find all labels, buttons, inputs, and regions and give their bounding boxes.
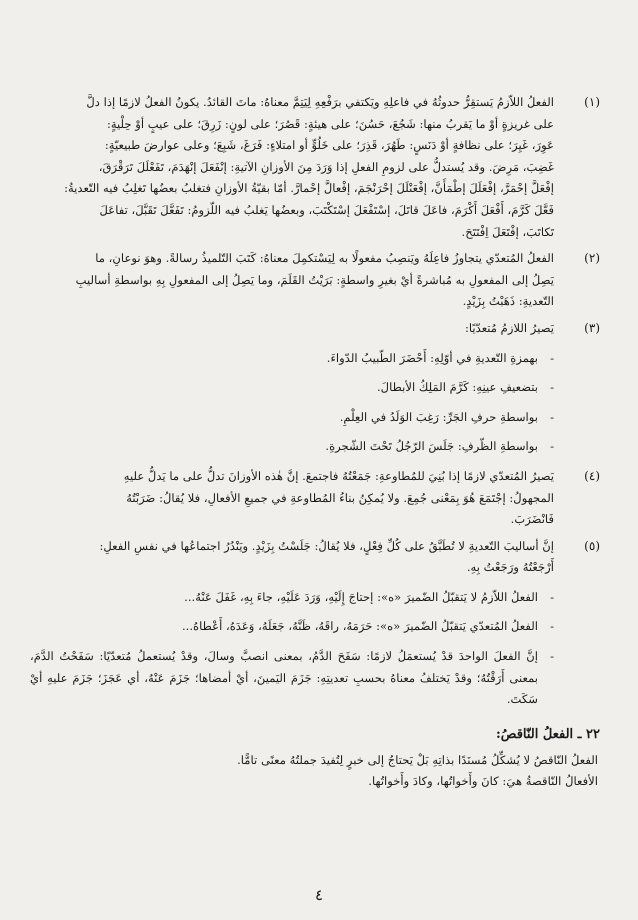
section-number: (٥) xyxy=(584,538,600,553)
text-line: الفعلُ النّاقصُ لا يُشكِّلُ مُسنَدًا بذاتِهِ بَلْ يَحتاجُ إلى خبرٍ لِتُفيدَ جملتُهُ معنًى تامًّا. xyxy=(237,752,598,767)
section-1 xyxy=(30,92,602,243)
text-line: يَصيرُ اللازمُ مُتعدّيًا: xyxy=(464,320,554,335)
list-item: - الفعلُ اللاّزمُ لا يَتقبّلُ الضّميرَ «ه»: إحتاجَ إِلَيْهِ، وَرَدَ عَلَيْهِ، جاءَ بِهِ، غَفَلَ عَنْهُ... xyxy=(30,587,554,609)
text-line: عَوِرَ، غَيِرَ؛ على نظافةٍ أوْ دَنَسٍ: طَهُرَ، قَذِرَ؛ على خَلُوٍّ أو امتلاءٍ: فَرَغَ، شَبِعَ؛ وعلى عوارضَ طبيعيّةٍ: xyxy=(104,138,554,153)
text-line: الأفعالُ النّاقصةُ هيَ: كانَ وأَخواتُها، وكادَ وأَخواتُها. xyxy=(368,774,598,789)
list-item: - إنَّ الفعلَ الواحدَ قدْ يُستعمَلُ لازمًا: سَفَحَ الدَّمُ، بمعنى انصبَّ وسالَ، وقدْ يُستعملُ مُتعدّيًا: سَفَحْتُ الدَّمَ، بمعنى أَرَقْتُهُ؛ وقدْ يَختلفُ معناهُ بحسبِ تعديتِهِ: جَزَمَ اليَمينَ، أيْ أمضاها؛ جَزَمَ عَنْهُ، أي عَجَزَ؛ جَزَمَ عليهِ أيْ سَكَتَ. xyxy=(30,646,554,711)
list-item: - بواسطةِ الظّرفِ: جَلَسَ الرّجُلُ تَحْتَ الشّجرةِ. xyxy=(30,436,554,458)
text-line: فَعَّلَ كَرَّمَ، أَفْعَلَ أَكْرَمَ، فاعَلَ قاتَلَ، إسْتَفْعَلَ إسْتَكْتَبَ، وبعضُها يَغلبُ فيه اللّزومُ: تَفَعَّلَ تَقَبَّلَ، تفاعَلَ xyxy=(99,202,554,217)
text-line: غَضِبَ، مَرِضَ. وقد يُستدلُّ على لزومِ الفعلِ إذا وَرَدَ مِنَ الأوزانِ الآتيةِ: إنْفَعَلَ إنْهَدَمَ، تَفَعْلَلَ تَرَقْرَقَ، xyxy=(98,159,554,174)
section-number: (٢) xyxy=(584,251,600,266)
text-line: المجهولُ: إجْتَمَعَ هُوَ بِمَعْنى جُمِعَ. ولا يُمكِنُ بناءُ المُطاوعةِ في جميعِ الأفعالِ، فلا يُقالُ: ضَرَبْتُهُ xyxy=(126,490,554,505)
text-line: فَانْضَرَبَ. xyxy=(510,512,554,527)
text-line: يَصِلُ إلى المفعولِ به مُباشرةً أيْ بغيرِ واسطةٍ: بَرَيْتُ القَلَمَ، وما يَصِلُ إلى المفعولِ بِهِ بواسطةِ أساليبِ xyxy=(75,272,554,287)
section-number: (٣) xyxy=(584,320,600,335)
section-2 xyxy=(30,248,602,313)
text-line: الفعلُ اللاّزمُ يَستقِرُّ حدوثُهُ في فاعلِهِ ويَكتفي برَفْعِهِ لِيَتِمَّ معناهُ: ماتَ القائدُ. يكونُ الفعلُ لازمًا إذا دلَّ xyxy=(86,95,554,109)
section-number: (١) xyxy=(584,95,600,109)
text-line: الفعلُ المُتعدّي يتجاوزُ فاعِلَهُ ويَنصِبُ مفعولًا به لِيَسْتكمِلَ معناهُ: كَتَبَ التّلميذُ رسالةً. وهوَ نوعانِ، ما xyxy=(95,251,554,266)
section-5 xyxy=(30,536,602,711)
text-line: إفْعَلَّ إحْمَرَّ، إفْعَلَلَ إطْمَأَنَّ، إفْعَنْلَلَ إحْرَنْجَمَ، إفْعالَّ إحْمارَّ. أمّا بقيّةُ الأوزانِ فتغلبُ بعضُها تَغلِبُ فيه التّعديةُ: xyxy=(64,181,554,196)
text-line: على غريزةٍ أوْ ما يَقربُ منها: شَجُعَ، حَسُنَ؛ على هيئةٍ: قَصُرَ؛ على لونٍ: زَرِقَ؛ على عيبٍ أوْ حِلْيةٍ: xyxy=(106,116,554,131)
text-line: إنَّ أساليبَ التّعديةِ لا تُطَبَّقُ على كُلِّ فِعْلٍ، فلا يُقالُ: جَلَسْتُ بِزَيْدٍ. ويَنْدُرُ اجتماعُها في نفسِ الفعلِ: xyxy=(99,538,554,553)
page-number: ٤ xyxy=(314,886,324,904)
section-heading: ٢٢ ـ الفعلُ النّاقصُ: xyxy=(495,726,600,742)
list-item: - الفعلُ المُتعدّي يَتقبّلُ الضّميرَ «ه»: حَرَمَهُ، راقَهُ، ظَنَّهُ، جَعَلَهُ، وَعَدَهُ، أَعْطاهُ... xyxy=(30,616,554,638)
list-item: - بهمزةِ التّعديةِ في أوّلِهِ: أَحْضَرَ الطّبيبُ الدّواءَ. xyxy=(30,348,554,370)
section-4 xyxy=(30,466,602,531)
text-line: تَكاتَبَ، إفْتَعَلَ اِفْتَتَحَ. xyxy=(461,224,554,239)
text-line: أَرْجَعْتُهُ ورَجَعْتُ بِهِ. xyxy=(466,560,554,575)
text-line: يَصيرُ المُتعدّي لازمًا إذا بُنِيَ للمُطاوعةِ: جَمَعْتُهُ فاجتمعَ. إنَّ هٰذه الأوزانَ تدلُّ على ما يَدلُّ عليهِ xyxy=(123,468,554,483)
list-item: - بواسطةِ حرفِ الجَرِّ: رَغِبَ الوَلَدُ في العِلْمِ. xyxy=(30,407,554,429)
section-3 xyxy=(30,318,602,458)
section-number: (٤) xyxy=(584,468,600,483)
list-item: - بتضعيفِ عينِهِ: كَرَّمَ المَلِكُ الأبطالَ. xyxy=(30,377,554,399)
paragraph xyxy=(30,750,602,793)
text-line: التّعديةِ: ذَهَبْتُ بِزَيْدٍ. xyxy=(462,294,554,309)
